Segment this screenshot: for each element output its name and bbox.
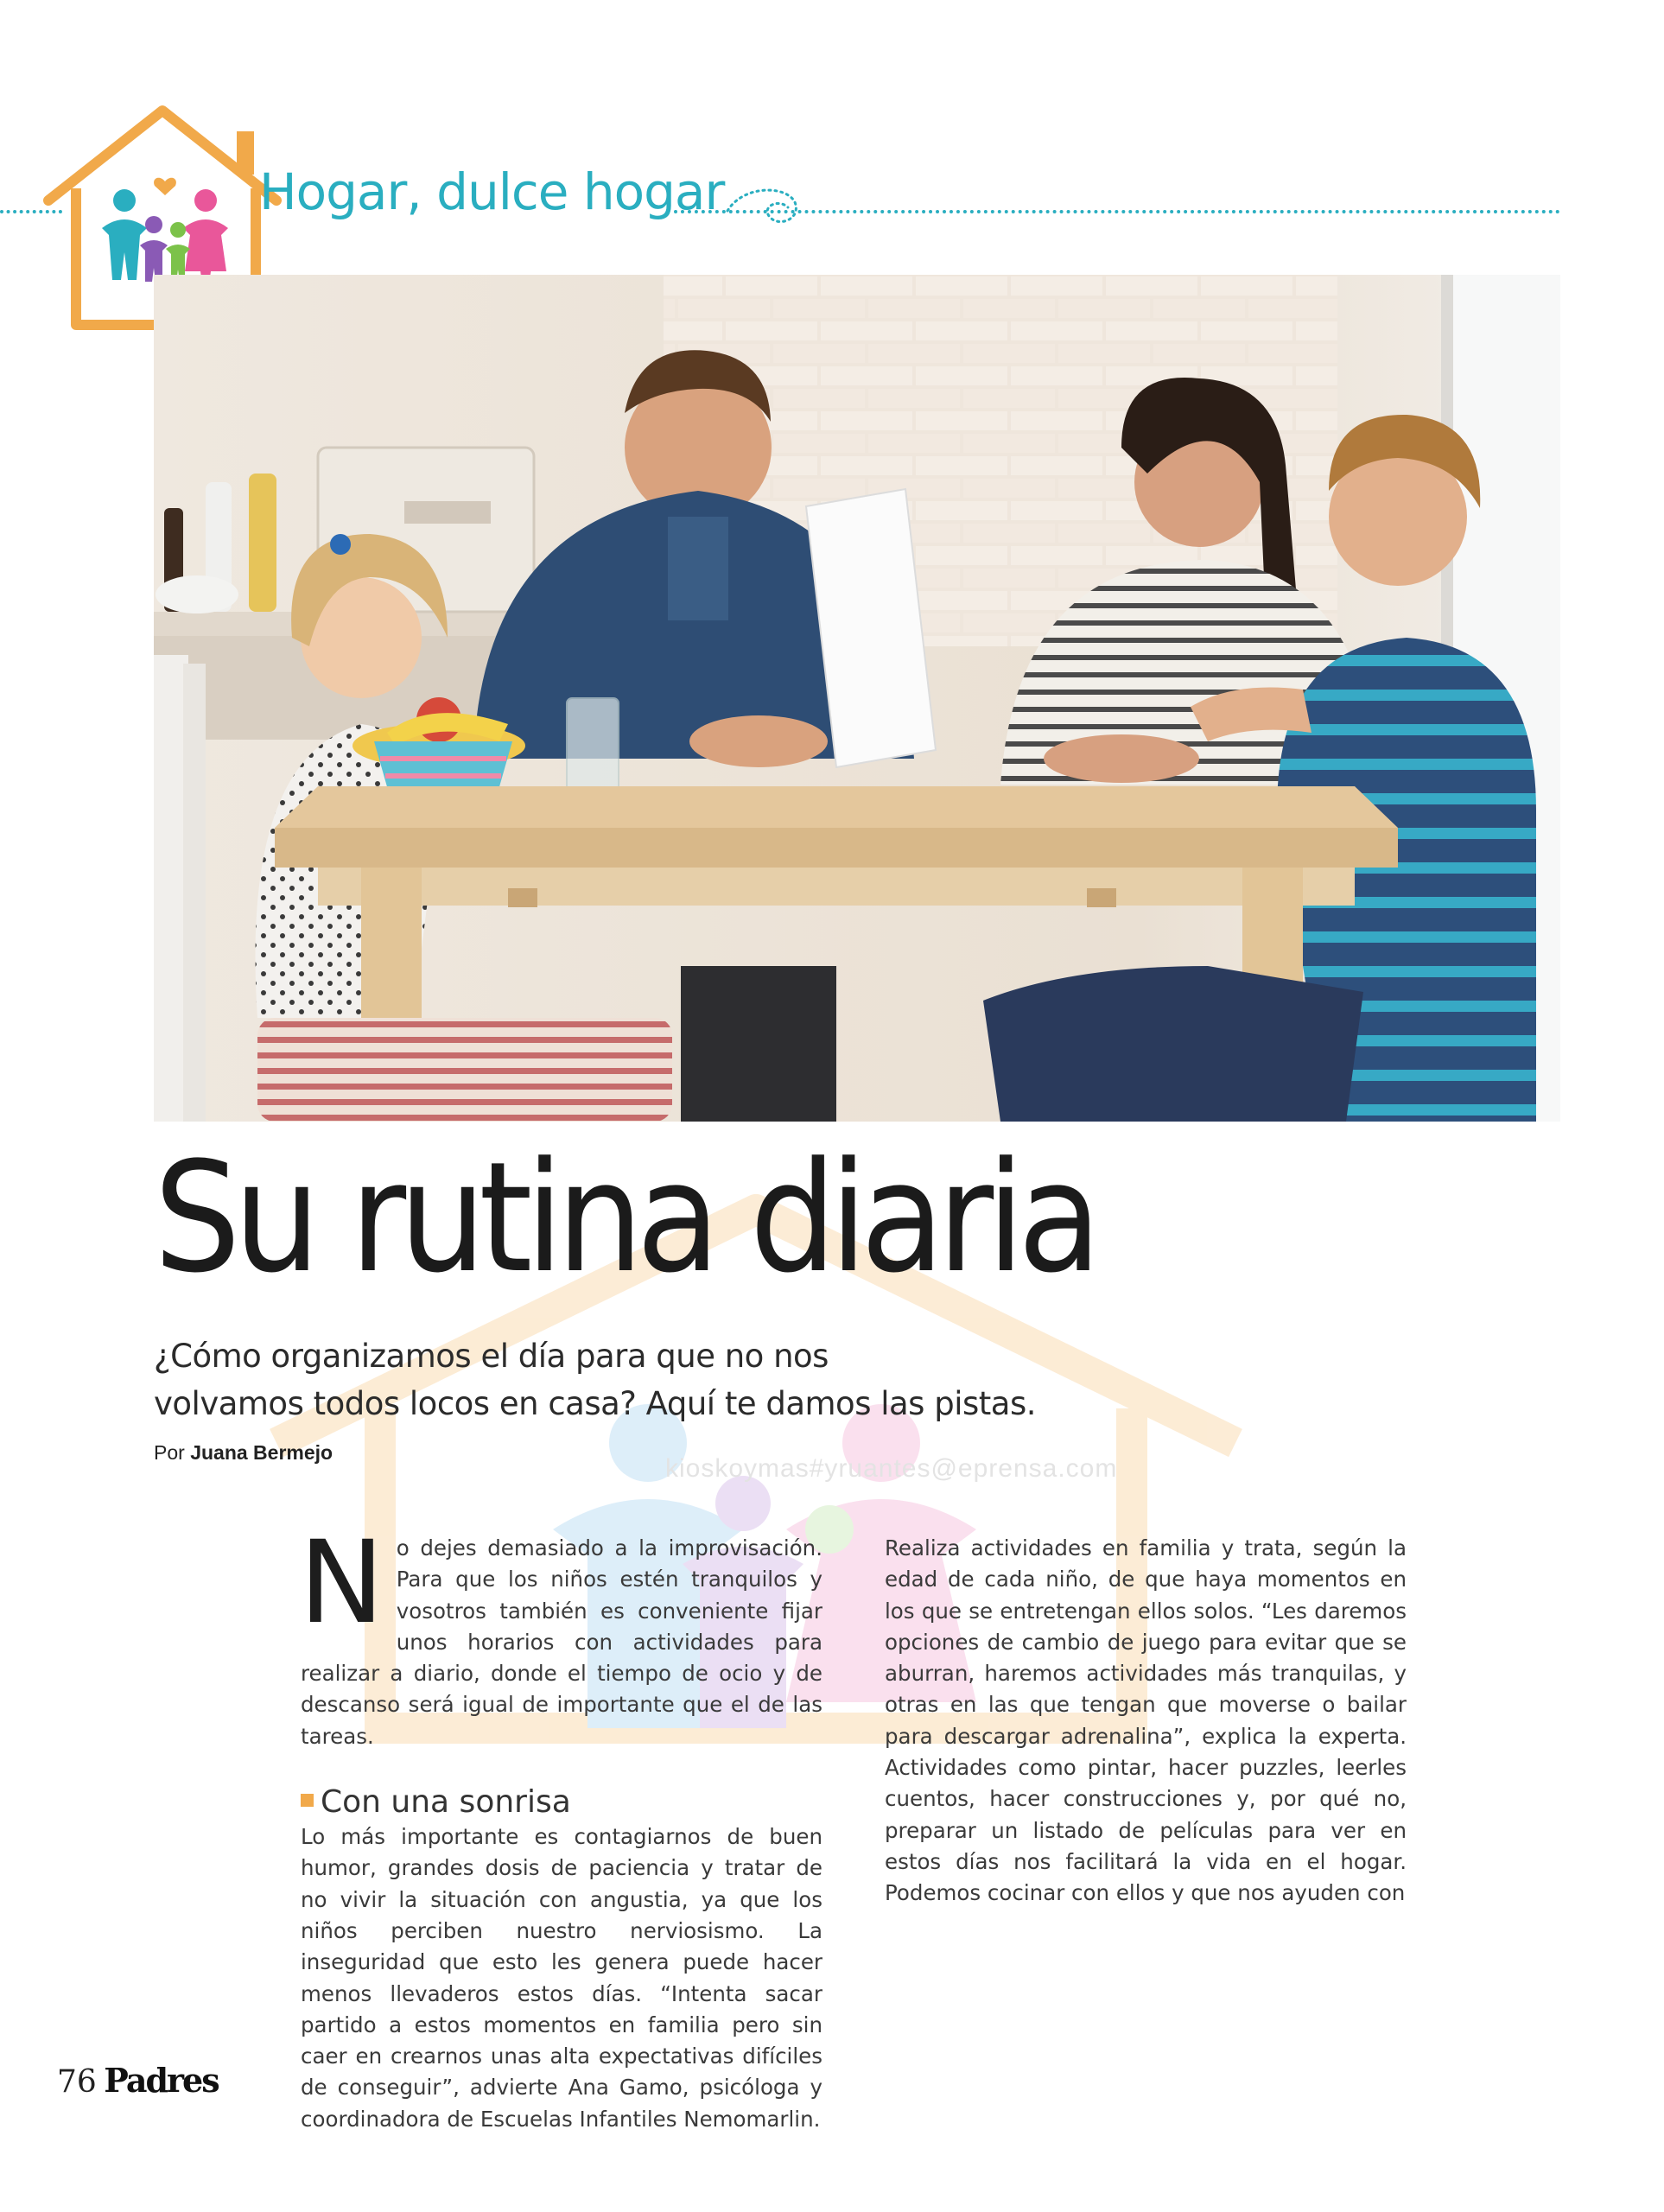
page-footer [57, 2061, 219, 2100]
dotted-swirl-icon [726, 181, 812, 233]
body-column-left [299, 1516, 822, 2135]
body-column-right [885, 1533, 1407, 1910]
byline-author: Juana Bermejo [190, 1441, 333, 1464]
subhead [301, 1783, 822, 1821]
article-title: Su rutina diaria [154, 1129, 1095, 1306]
paragraph-2: Lo más importante es contagiarnos de buen humor, grandes dosis de paciencia y tratar de no vivir la situación con angustia, ya que los niños perciben nuestro nerviosismo. La inseguridad que esto les genera puede hacer menos llevaderos estos días. “Intenta sacar partido a estos momentos en familia pero sin caer en crearnos unas alta expectativas difíciles de conseguir”, advierte Ana Gamo, psicóloga y coordinadora de Escuelas Infantiles Nemomarlin. [301, 1824, 822, 2132]
byline-prefix: Por [154, 1441, 185, 1464]
magazine-logo: Padres [104, 2061, 219, 2100]
intro-text: o dejes demasiado a la improvisación. Para que los niños estén tranquilos y vosotros también es conveniente fijar unos horarios con actividades para realizar a diario, donde el tiempo de ocio y de descanso será igual de importante que el de las tareas. [301, 1535, 822, 1749]
subtitle-line-2: volvamos todos locos en casa? Aquí te damos las pistas. [154, 1385, 1036, 1422]
orange-square-bullet-icon [301, 1794, 314, 1807]
page-number: 76 [57, 2064, 97, 2100]
paragraph-3: Realiza actividades en familia y trata, según la edad de cada niño, de que haya momentos en los que se entretengan ellos solos. “Les daremos opciones de cambio de juego para evitar que se aburran, haremos actividades más tranquilas, y otras en las que tengan que moverse o bailar para descargar adrenalina”, explica la experta. Actividades como pintar, hacer puzzles, leerles cuentos, hacer construcciones y, por qué no, preparar un listado de películas para ver en estos días nos facilitará la vida en el hogar. Podemos cocinar con ellos y que nos ayuden con [885, 1535, 1407, 1906]
subtitle-line-1: ¿Cómo organizamos el día para que no nos [154, 1338, 829, 1375]
drop-cap: N [299, 1516, 384, 1649]
subhead-text: Con una sonrisa [321, 1784, 571, 1821]
article-subtitle [154, 1332, 1191, 1427]
byline [154, 1441, 333, 1465]
intro-paragraph [299, 1516, 822, 1752]
section-header [0, 86, 1664, 251]
section-title: Hogar, dulce hogar [259, 162, 725, 221]
family-photo [154, 275, 1560, 1122]
watermark-url: kioskoymas#yruantes@eprensa.com [665, 1454, 1118, 1483]
